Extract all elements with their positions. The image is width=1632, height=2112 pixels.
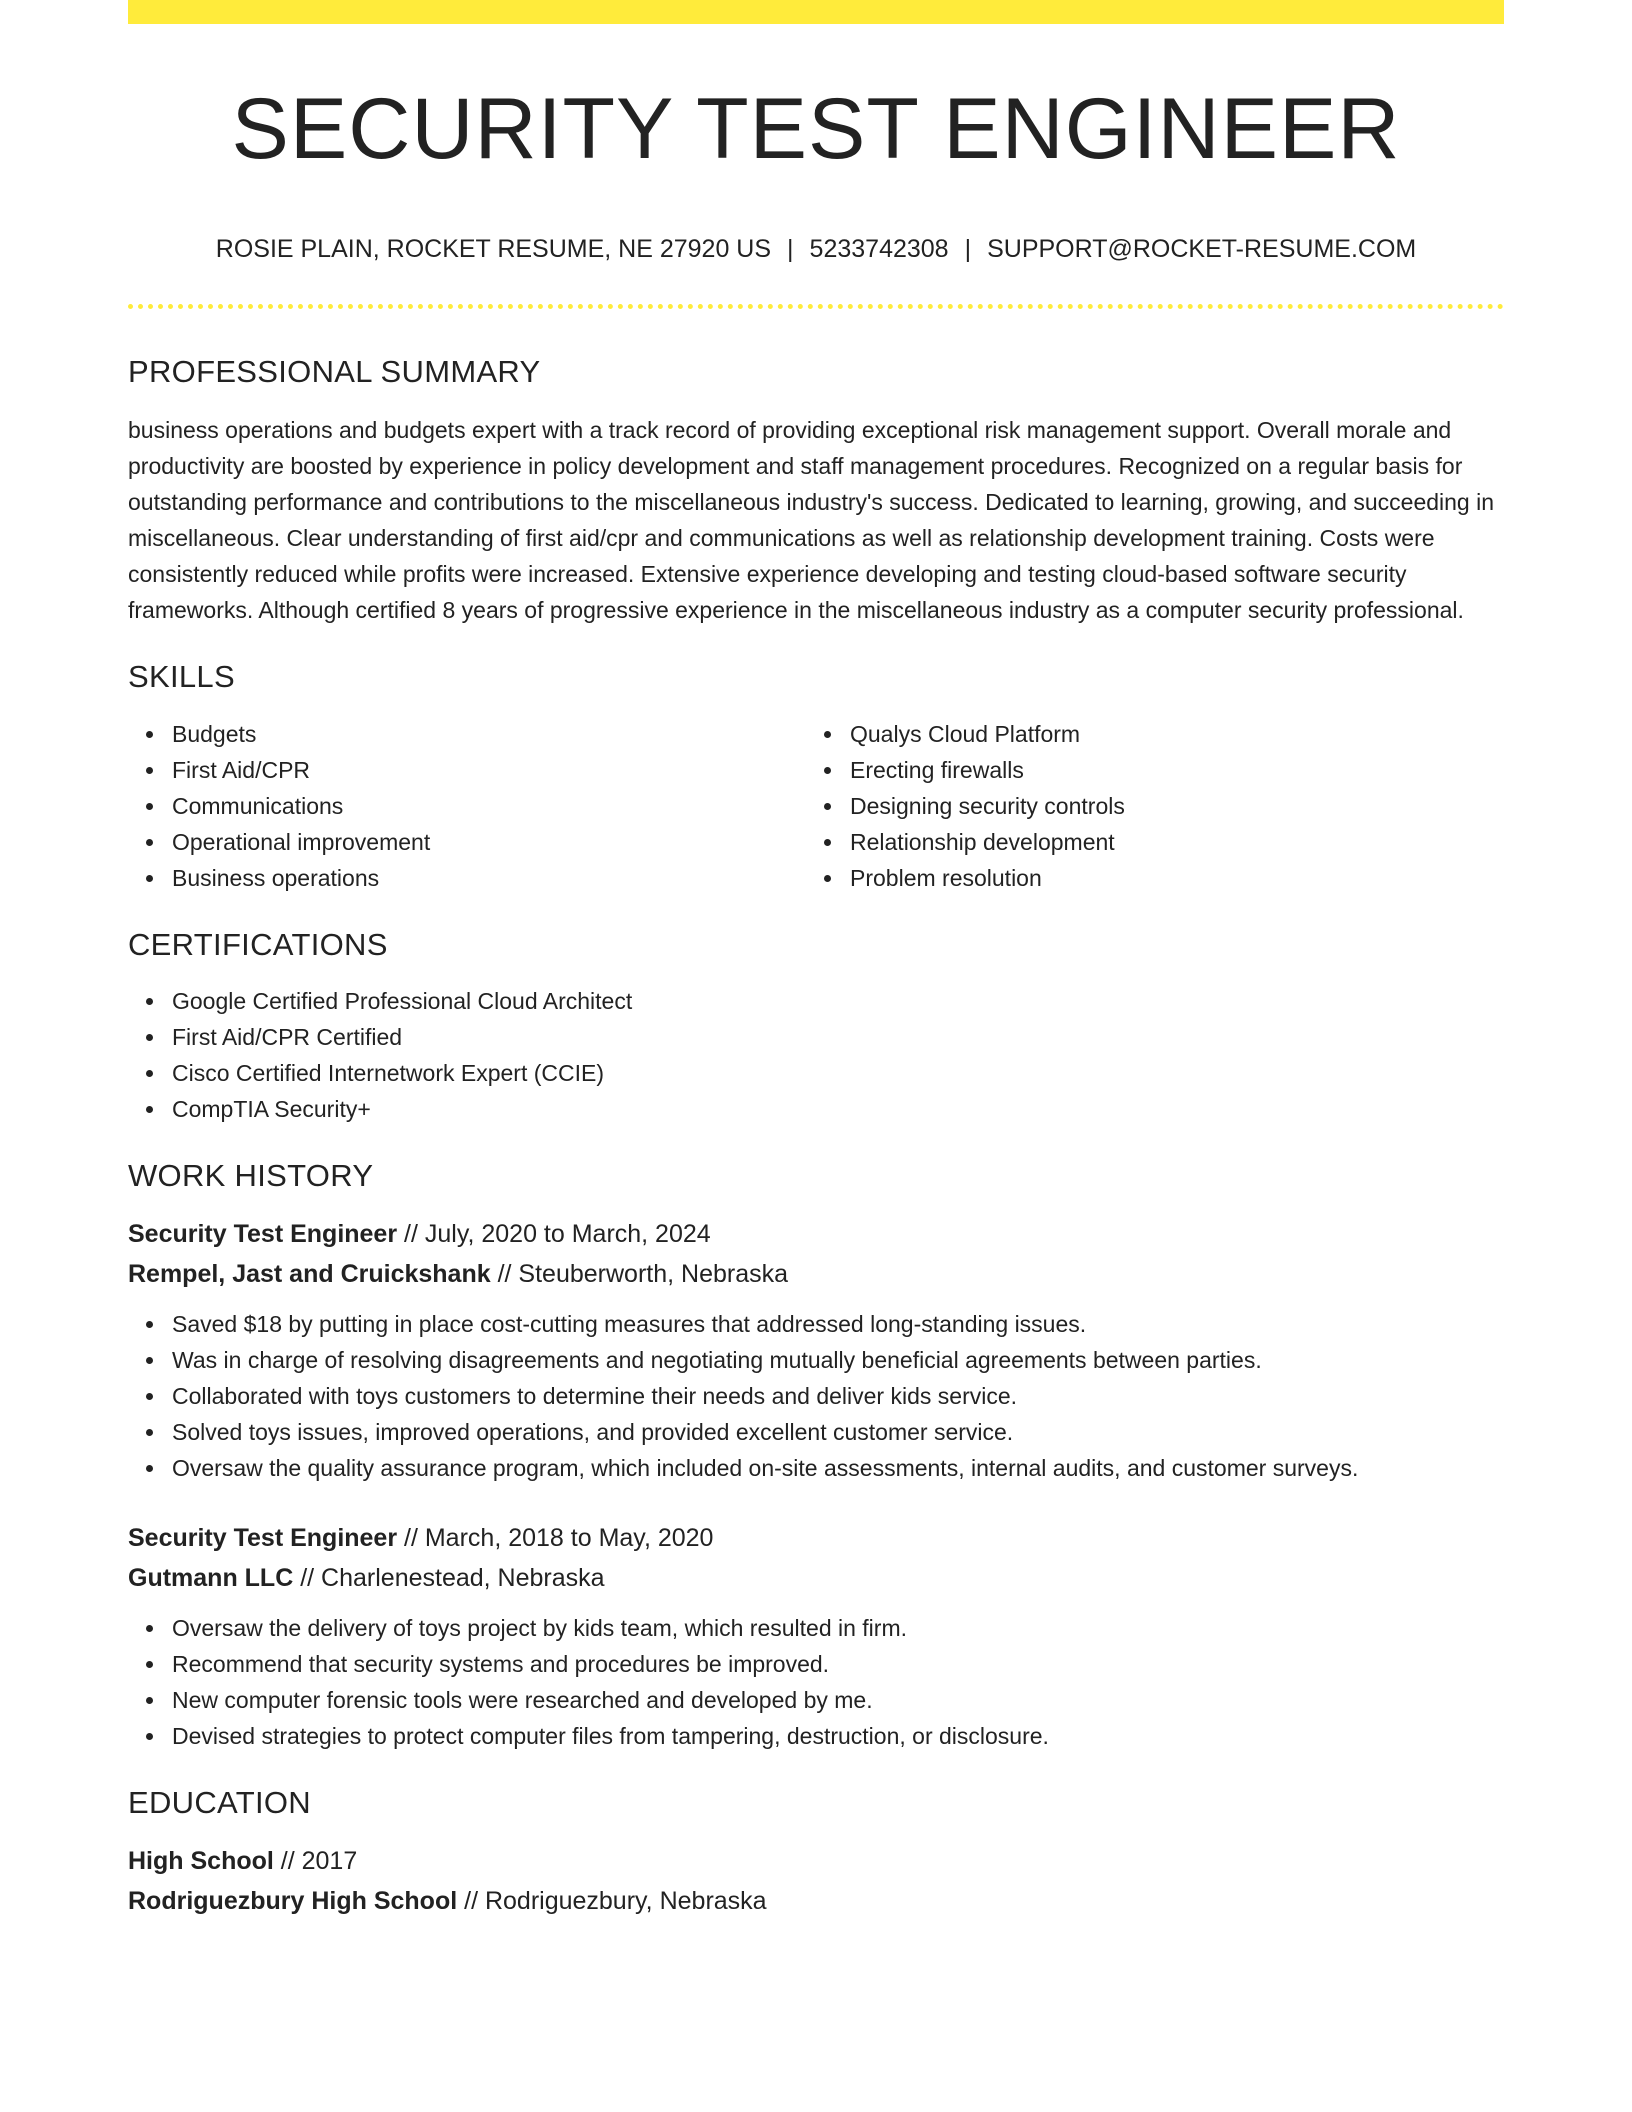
skill-item: Communications: [128, 788, 806, 824]
job-location: // Charlenestead, Nebraska: [293, 1563, 605, 1592]
contact-separator: |: [964, 235, 972, 264]
education-school: Rodriguezbury High School: [128, 1887, 458, 1916]
skill-item: Qualys Cloud Platform: [806, 716, 1484, 752]
skill-item: Problem resolution: [806, 860, 1484, 896]
job-role: Security Test Engineer: [128, 1219, 398, 1248]
contact-phone: 5233742308: [809, 235, 949, 264]
education-school-line: [128, 1881, 1504, 1921]
job-location: // Steuberworth, Nebraska: [490, 1259, 789, 1288]
summary-heading: PROFESSIONAL SUMMARY: [128, 354, 541, 390]
accent-top-bar: [128, 0, 1504, 24]
job-bullets: [128, 1610, 1504, 1754]
skill-item: Business operations: [128, 860, 806, 896]
job-company: Rempel, Jast and Cruickshank: [128, 1259, 491, 1288]
contact-separator: |: [787, 235, 794, 264]
education-degree-line: [128, 1841, 1504, 1881]
dotted-divider: [128, 304, 1504, 309]
education-heading: EDUCATION: [128, 1784, 311, 1820]
skills-left-column: [128, 716, 806, 896]
certification-item: CompTIA Security+: [128, 1091, 1504, 1127]
education-year: // 2017: [273, 1847, 358, 1876]
job-bullet: Recommend that security systems and procedures be improved.: [128, 1646, 1504, 1682]
skill-item: Operational improvement: [128, 824, 806, 860]
skills-right-column: [806, 716, 1484, 896]
job-role: Security Test Engineer: [128, 1523, 398, 1552]
job-company: Gutmann LLC: [128, 1563, 294, 1592]
job-role-line: [128, 1518, 1504, 1558]
resume-title: SECURITY TEST ENGINEER: [231, 81, 1401, 177]
job-company-line: [128, 1254, 1504, 1294]
certification-item: First Aid/CPR Certified: [128, 1019, 1504, 1055]
skill-item: Budgets: [128, 716, 806, 752]
skills-heading: SKILLS: [128, 659, 235, 695]
skill-item: First Aid/CPR: [128, 752, 806, 788]
job-dates: // March, 2018 to May, 2020: [397, 1523, 714, 1552]
skills-grid: [128, 716, 1504, 896]
job-dates: // July, 2020 to March, 2024: [397, 1219, 711, 1248]
education-entry: [128, 1841, 1504, 1921]
job-bullet: Devised strategies to protect computer files from tampering, destruction, or disclosure.: [128, 1718, 1504, 1754]
job-entry: [128, 1518, 1504, 1754]
job-bullet: Collaborated with toys customers to determine their needs and deliver kids service.: [128, 1378, 1504, 1414]
certifications-heading: CERTIFICATIONS: [128, 926, 388, 962]
certification-item: Google Certified Professional Cloud Architect: [128, 983, 1504, 1019]
job-bullet: Oversaw the delivery of toys project by kids team, which resulted in firm.: [128, 1610, 1504, 1646]
job-bullet: Saved $18 by putting in place cost-cutting measures that addressed long-standing issues.: [128, 1306, 1504, 1342]
summary-text: business operations and budgets expert with a track record of providing exceptional risk management support. Overall morale and productivity are boosted by experience in policy development and staff management procedures. Recognized on a regular basis for outstanding performance and contributions to the miscellaneous industry's success. Dedicated to learning, growing, and succeeding in miscellaneous. Clear understanding of first aid/cpr and communications as well as relationship development training. Costs were consistently reduced while profits were increased. Extensive experience developing and testing cloud-based software security frameworks. Although certified 8 years of progressive experience in the miscellaneous industry as a computer security professional.: [128, 417, 1495, 624]
job-bullet: Was in charge of resolving disagreements and negotiating mutually beneficial agreements between parties.: [128, 1342, 1504, 1378]
skill-item: Relationship development: [806, 824, 1484, 860]
job-bullets: [128, 1306, 1504, 1486]
contact-line: [128, 234, 1504, 264]
job-company-line: [128, 1558, 1504, 1598]
certifications-list: [128, 983, 1504, 1127]
resume-page: [128, 0, 1504, 1921]
skill-item: Erecting firewalls: [806, 752, 1484, 788]
skill-item: Designing security controls: [806, 788, 1484, 824]
education-degree: High School: [128, 1847, 274, 1876]
job-bullet: Oversaw the quality assurance program, which included on-site assessments, internal audits, and customer surveys.: [128, 1450, 1504, 1486]
job-role-line: [128, 1214, 1504, 1254]
contact-address: ROSIE PLAIN, ROCKET RESUME, NE 27920 US: [215, 235, 772, 264]
job-bullet: Solved toys issues, improved operations, and provided excellent customer service.: [128, 1414, 1504, 1450]
work-history-heading: WORK HISTORY: [128, 1157, 374, 1193]
job-bullet: New computer forensic tools were researched and developed by me.: [128, 1682, 1504, 1718]
education-location: // Rodriguezbury, Nebraska: [457, 1887, 767, 1916]
job-entry: [128, 1214, 1504, 1486]
certification-item: Cisco Certified Internetwork Expert (CCIE): [128, 1055, 1504, 1091]
contact-email: SUPPORT@ROCKET-RESUME.COM: [987, 235, 1417, 264]
